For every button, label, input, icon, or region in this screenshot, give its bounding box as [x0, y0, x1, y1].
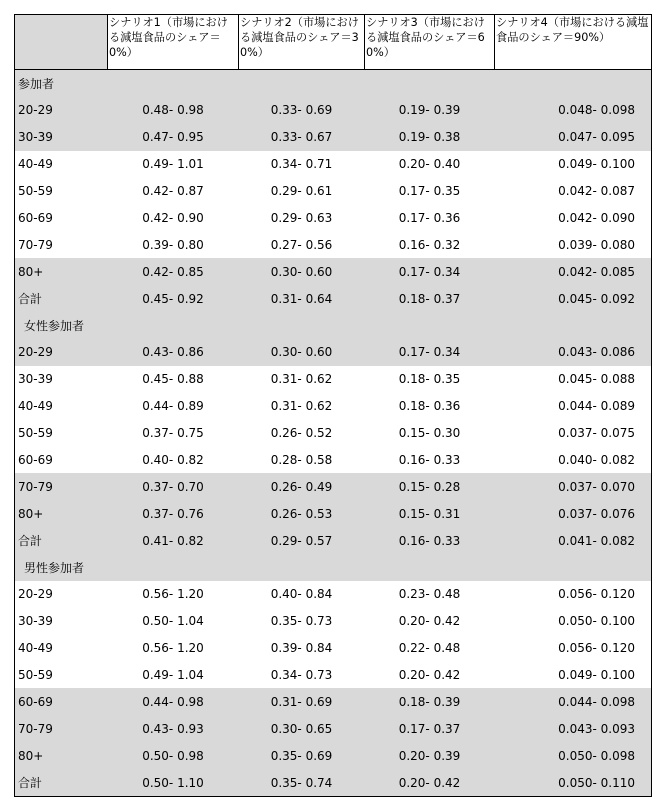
- scenario-3-value: 0.15- 0.31: [365, 500, 495, 527]
- scenario-1-value: 0.45- 0.88: [142, 372, 204, 387]
- scenario-4-value: 0.042- 0.087: [558, 184, 635, 198]
- scenario-2-value: 0.29- 0.57: [239, 527, 365, 554]
- scenario-2-value: 0.26- 0.53: [239, 500, 365, 527]
- table-row: [15, 420, 652, 447]
- scenario-4-value: 0.056- 0.120: [558, 641, 635, 656]
- age-group-label: 70-79: [15, 715, 108, 742]
- scenario-3-value: 0.18- 0.37: [365, 285, 495, 312]
- scenario-1-value: 0.37- 0.70: [108, 473, 239, 500]
- age-group-label: 30-39: [18, 614, 53, 629]
- scenario-3-value: 0.20- 0.42: [365, 769, 495, 796]
- scenario-2-value: 0.39- 0.84: [270, 641, 333, 656]
- table-container: [14, 14, 651, 797]
- header-scenario-1: シナリオ1（市場における減塩食品のシェア＝0%）: [108, 15, 239, 70]
- header-corner-cell: [15, 15, 108, 70]
- table-row: [15, 151, 652, 178]
- section-header-row: [15, 554, 652, 581]
- scenario-3-value: 0.19- 0.38: [365, 124, 495, 151]
- age-group-label: 合計: [15, 769, 108, 796]
- table-row: [15, 204, 652, 231]
- scenario-1-value: 0.50- 1.10: [108, 769, 239, 796]
- scenario-4-value: 0.047- 0.095: [495, 124, 652, 151]
- scenario-4-value: 0.037- 0.076: [495, 500, 652, 527]
- scenario-2-value: 0.30- 0.60: [239, 258, 365, 285]
- scenario-3-value: 0.16- 0.32: [398, 237, 461, 252]
- table-row: [15, 97, 652, 124]
- age-group-label: 合計: [15, 285, 108, 312]
- scenario-3-value: 0.20- 0.42: [398, 614, 461, 629]
- scenario-4-value: 0.049- 0.100: [558, 157, 635, 172]
- table-row: [15, 258, 652, 285]
- scenario-4-value: 0.050- 0.110: [495, 769, 652, 796]
- age-group-label: 40-49: [18, 399, 53, 414]
- scenario-3-value: 0.17- 0.34: [365, 258, 495, 285]
- scenario-3-value: 0.23- 0.48: [398, 587, 461, 602]
- scenario-1-value: 0.42- 0.90: [142, 210, 204, 225]
- age-group-label: 50-59: [18, 426, 53, 441]
- scenario-4-value: 0.050- 0.100: [558, 614, 635, 629]
- scenario-1-value: 0.50- 0.98: [108, 742, 239, 769]
- age-group-label: 50-59: [18, 184, 53, 198]
- age-group-label: 30-39: [15, 124, 108, 151]
- scenario-2-value: 0.29- 0.61: [270, 184, 333, 198]
- scenario-4-value: 0.042- 0.090: [558, 210, 635, 225]
- scenario-3-value: 0.15- 0.28: [365, 473, 495, 500]
- scenario-3-value: 0.18- 0.35: [398, 372, 461, 387]
- scenario-4-value: 0.039- 0.080: [558, 237, 635, 252]
- age-group-label: 60-69: [15, 688, 108, 715]
- scenario-4-value: 0.037- 0.070: [495, 473, 652, 500]
- scenario-1-value: 0.56- 1.20: [142, 587, 204, 602]
- section-label: 参加者: [15, 70, 652, 97]
- table-row: [15, 742, 652, 769]
- scenario-1-value: 0.44- 0.98: [108, 688, 239, 715]
- table-row: [15, 527, 652, 554]
- scenario-2-value: 0.30- 0.65: [239, 715, 365, 742]
- scenario-4-value: 0.043- 0.086: [495, 339, 652, 366]
- age-group-label: 20-29: [15, 97, 108, 124]
- scenario-2-value: 0.35- 0.73: [270, 614, 333, 629]
- age-group-label: 80+: [15, 500, 108, 527]
- scenario-4-value: 0.045- 0.092: [495, 285, 652, 312]
- table-row: [15, 608, 652, 635]
- scenario-4-value: 0.041- 0.082: [495, 527, 652, 554]
- scenario-4-value: 0.048- 0.098: [495, 97, 652, 124]
- table-row: [15, 339, 652, 366]
- table-row: [15, 500, 652, 527]
- age-group-label: 20-29: [18, 587, 53, 602]
- scenario-1-value: 0.39- 0.80: [142, 237, 204, 252]
- scenario-2-value: 0.31- 0.69: [239, 688, 365, 715]
- scenario-3-value: 0.20- 0.42: [398, 668, 461, 683]
- scenario-1-value: 0.49- 1.04: [142, 668, 204, 683]
- scenario-3-value: 0.22- 0.48: [398, 641, 461, 656]
- scenario-2-value: 0.30- 0.60: [239, 339, 365, 366]
- table-row: [15, 715, 652, 742]
- table-row: [15, 393, 652, 420]
- scenario-3-value: 0.17- 0.36: [398, 210, 461, 225]
- scenario-2-value: 0.26- 0.49: [239, 473, 365, 500]
- scenario-3-value: 0.15- 0.30: [398, 426, 461, 441]
- table-row: [15, 178, 652, 205]
- scenario-4-value: 0.050- 0.098: [495, 742, 652, 769]
- scenario-4-value: 0.037- 0.075: [558, 426, 635, 441]
- scenario-3-value: 0.17- 0.34: [365, 339, 495, 366]
- scenario-4-value: 0.044- 0.089: [558, 399, 635, 414]
- table-row: [15, 635, 652, 662]
- table-row: [15, 662, 652, 689]
- table-row: [15, 285, 652, 312]
- scenario-2-value: 0.33- 0.69: [239, 97, 365, 124]
- scenario-1-value: 0.37- 0.75: [142, 426, 204, 441]
- scenario-1-value: 0.42- 0.87: [142, 184, 204, 198]
- scenario-4-value: 0.042- 0.085: [495, 258, 652, 285]
- scenario-2-value: 0.40- 0.84: [270, 587, 333, 602]
- scenario-2-value: 0.33- 0.67: [239, 124, 365, 151]
- scenario-4-value: 0.044- 0.098: [495, 688, 652, 715]
- scenario-1-value: 0.40- 0.82: [142, 452, 204, 467]
- age-group-label: 60-69: [18, 210, 53, 225]
- scenario-3-value: 0.20- 0.40: [398, 157, 461, 172]
- scenario-2-value: 0.28- 0.58: [270, 452, 333, 467]
- scenario-3-value: 0.16- 0.33: [365, 527, 495, 554]
- age-group-label: 70-79: [18, 237, 53, 252]
- age-group-label: 合計: [15, 527, 108, 554]
- scenario-2-value: 0.31- 0.62: [270, 399, 333, 414]
- scenario-1-value: 0.42- 0.85: [108, 258, 239, 285]
- scenario-2-value: 0.31- 0.62: [270, 372, 333, 387]
- scenario-1-value: 0.44- 0.89: [142, 399, 204, 414]
- age-group-label: 50-59: [18, 668, 53, 683]
- scenario-4-value: 0.049- 0.100: [558, 668, 635, 683]
- age-group-label: 40-49: [18, 641, 53, 656]
- scenario-1-value: 0.43- 0.93: [108, 715, 239, 742]
- section-header-row: [15, 312, 652, 339]
- scenario-1-value: 0.48- 0.98: [108, 97, 239, 124]
- scenario-2-value: 0.35- 0.74: [239, 769, 365, 796]
- table-row: [15, 769, 652, 796]
- scenario-1-value: 0.37- 0.76: [108, 500, 239, 527]
- scenario-4-value: 0.056- 0.120: [558, 587, 635, 602]
- table-row: [15, 231, 652, 258]
- header-scenario-2: シナリオ2（市場における減塩食品のシェア＝30%）: [239, 15, 365, 70]
- age-group-label: 80+: [15, 258, 108, 285]
- salt-reduction-scenario-table: [14, 14, 652, 797]
- scenario-3-value: 0.19- 0.39: [365, 97, 495, 124]
- scenario-3-value: 0.18- 0.36: [398, 399, 461, 414]
- scenario-1-value: 0.50- 1.04: [142, 614, 204, 629]
- age-group-label: 20-29: [15, 339, 108, 366]
- header-scenario-3: シナリオ3（市場における減塩食品のシェア＝60%）: [365, 15, 495, 70]
- scenario-4-value: 0.043- 0.093: [495, 715, 652, 742]
- age-group-label: 30-39: [18, 372, 53, 387]
- scenario-1-value: 0.43- 0.86: [108, 339, 239, 366]
- scenario-4-value: 0.045- 0.088: [558, 372, 635, 387]
- table-row: [15, 124, 652, 151]
- table-body: [15, 70, 652, 797]
- scenario-3-value: 0.17- 0.37: [365, 715, 495, 742]
- section-header-row: [15, 70, 652, 97]
- scenario-1-value: 0.56- 1.20: [142, 641, 204, 656]
- scenario-2-value: 0.29- 0.63: [270, 210, 333, 225]
- scenario-2-value: 0.34- 0.73: [270, 668, 333, 683]
- table-row: [15, 688, 652, 715]
- table-row: [15, 473, 652, 500]
- scenario-4-value: 0.040- 0.082: [558, 452, 635, 467]
- scenario-1-value: 0.49- 1.01: [142, 157, 204, 172]
- scenario-3-value: 0.20- 0.39: [365, 742, 495, 769]
- scenario-2-value: 0.35- 0.69: [239, 742, 365, 769]
- table-row: [15, 581, 652, 608]
- scenario-2-value: 0.31- 0.64: [239, 285, 365, 312]
- age-group-label: 70-79: [15, 473, 108, 500]
- age-group-label: 40-49: [18, 157, 53, 172]
- scenario-2-value: 0.34- 0.71: [270, 157, 333, 172]
- scenario-2-value: 0.27- 0.56: [270, 237, 333, 252]
- scenario-2-value: 0.26- 0.52: [270, 426, 333, 441]
- scenario-1-value: 0.45- 0.92: [108, 285, 239, 312]
- section-label: 女性参加者: [15, 312, 652, 339]
- header-row: [15, 15, 652, 70]
- scenario-1-value: 0.41- 0.82: [108, 527, 239, 554]
- scenario-3-value: 0.18- 0.39: [365, 688, 495, 715]
- section-label: 男性参加者: [15, 554, 652, 581]
- scenario-3-value: 0.17- 0.35: [398, 184, 461, 198]
- age-group-label: 80+: [15, 742, 108, 769]
- header-scenario-4: シナリオ4（市場における減塩食品のシェア＝90%）: [495, 15, 652, 70]
- scenario-1-value: 0.47- 0.95: [108, 124, 239, 151]
- table-row: [15, 446, 652, 473]
- scenario-3-value: 0.16- 0.33: [398, 452, 461, 467]
- age-group-label: 60-69: [18, 452, 53, 467]
- table-row: [15, 366, 652, 393]
